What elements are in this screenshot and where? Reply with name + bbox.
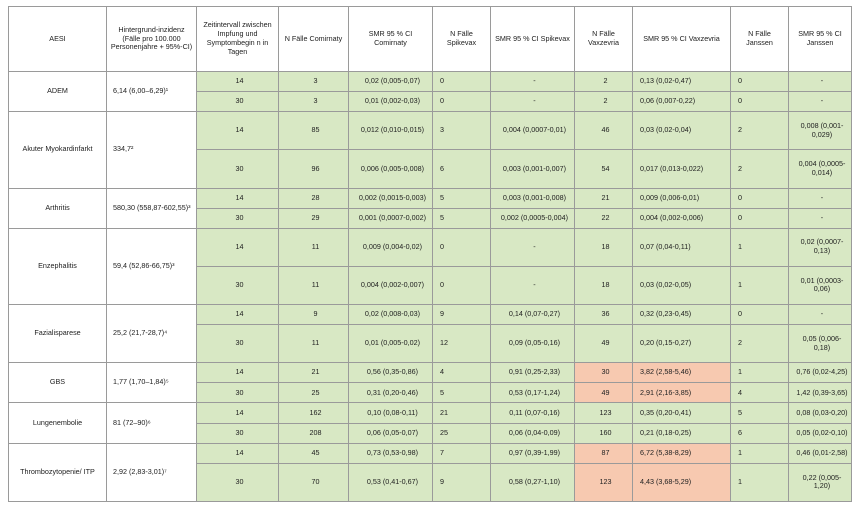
- inzidenz-cell: 1,77 (1,70–1,84)⁵: [107, 363, 197, 403]
- n-spikevax-cell: 9: [433, 305, 491, 325]
- col-n-spikevax: N Fälle Spikevax: [433, 7, 491, 72]
- n-janssen-cell: 0: [731, 208, 789, 228]
- n-vaxzevria-cell: 123: [575, 403, 633, 423]
- table-row: [9, 188, 852, 208]
- smr-comirnaty-cell: 0,004 (0,002-0,007): [349, 266, 433, 304]
- smr-spikevax-cell: -: [491, 72, 575, 92]
- n-spikevax-cell: 25: [433, 423, 491, 443]
- n-vaxzevria-cell: 54: [575, 150, 633, 188]
- n-janssen-cell: 2: [731, 325, 789, 363]
- n-comirnaty-cell: 25: [279, 383, 349, 403]
- smr-comirnaty-cell: 0,01 (0,002-0,03): [349, 92, 433, 112]
- n-vaxzevria-cell: 49: [575, 325, 633, 363]
- aesi-cell: Akuter Myokardinfarkt: [9, 112, 107, 188]
- smr-comirnaty-cell: 0,73 (0,53-0,98): [349, 443, 433, 463]
- days-cell: 30: [197, 463, 279, 501]
- smr-comirnaty-cell: 0,56 (0,35-0,86): [349, 363, 433, 383]
- smr-comirnaty-cell: 0,001 (0,0007-0,002): [349, 208, 433, 228]
- aesi-cell: Arthritis: [9, 188, 107, 228]
- smr-spikevax-cell: 0,003 (0,001-0,007): [491, 150, 575, 188]
- n-janssen-cell: 2: [731, 150, 789, 188]
- smr-janssen-cell: -: [789, 72, 852, 92]
- inzidenz-cell: 580,30 (558,87-602,55)³: [107, 188, 197, 228]
- smr-spikevax-cell: 0,14 (0,07-0,27): [491, 305, 575, 325]
- table-body: [9, 72, 852, 502]
- n-janssen-cell: 5: [731, 403, 789, 423]
- col-inzidenz: Hintergrund-inzidenz (Fälle pro 100.000 Personenjahre + 95%-CI): [107, 7, 197, 72]
- smr-spikevax-cell: 0,91 (0,25-2,33): [491, 363, 575, 383]
- smr-janssen-cell: 0,05 (0,02-0,10): [789, 423, 852, 443]
- smr-janssen-cell: 0,02 (0,0007-0,13): [789, 228, 852, 266]
- col-smr-comirnaty: SMR 95 % CI Comirnaty: [349, 7, 433, 72]
- n-janssen-cell: 1: [731, 266, 789, 304]
- col-aesi: AESI: [9, 7, 107, 72]
- smr-spikevax-cell: -: [491, 92, 575, 112]
- n-vaxzevria-cell: 21: [575, 188, 633, 208]
- n-spikevax-cell: 3: [433, 112, 491, 150]
- inzidenz-cell: 81 (72–90)⁶: [107, 403, 197, 443]
- smr-vaxzevria-cell: 0,20 (0,15-0,27): [633, 325, 731, 363]
- smr-janssen-cell: 0,01 (0,0003-0,06): [789, 266, 852, 304]
- n-comirnaty-cell: 9: [279, 305, 349, 325]
- col-zeitintervall: Zeitintervall zwischen Impfung und Symptombegin n in Tagen: [197, 7, 279, 72]
- smr-janssen-cell: -: [789, 305, 852, 325]
- n-janssen-cell: 0: [731, 305, 789, 325]
- n-comirnaty-cell: 11: [279, 325, 349, 363]
- days-cell: 30: [197, 325, 279, 363]
- days-cell: 14: [197, 112, 279, 150]
- smr-vaxzevria-cell: 0,03 (0,02-0,05): [633, 266, 731, 304]
- smr-vaxzevria-cell: 0,21 (0,18-0,25): [633, 423, 731, 443]
- n-janssen-cell: 0: [731, 72, 789, 92]
- inzidenz-cell: 25,2 (21,7-28,7)⁴: [107, 305, 197, 363]
- aesi-cell: Enzephalitis: [9, 228, 107, 304]
- n-spikevax-cell: 9: [433, 463, 491, 501]
- smr-vaxzevria-cell: 0,017 (0,013-0,022): [633, 150, 731, 188]
- days-cell: 30: [197, 150, 279, 188]
- smr-comirnaty-cell: 0,002 (0,0015-0,003): [349, 188, 433, 208]
- smr-comirnaty-cell: 0,006 (0,005-0,008): [349, 150, 433, 188]
- smr-vaxzevria-cell: 0,06 (0,007-0,22): [633, 92, 731, 112]
- days-cell: 30: [197, 92, 279, 112]
- smr-vaxzevria-cell: 0,03 (0,02-0,04): [633, 112, 731, 150]
- table-row: [9, 72, 852, 92]
- n-vaxzevria-cell: 49: [575, 383, 633, 403]
- smr-spikevax-cell: 0,11 (0,07-0,16): [491, 403, 575, 423]
- n-janssen-cell: 1: [731, 228, 789, 266]
- table-row: [9, 403, 852, 423]
- n-comirnaty-cell: 21: [279, 363, 349, 383]
- smr-janssen-cell: 0,008 (0,001-0,029): [789, 112, 852, 150]
- smr-spikevax-cell: 0,97 (0,39-1,99): [491, 443, 575, 463]
- table-row: [9, 112, 852, 150]
- table-row: [9, 363, 852, 383]
- days-cell: 14: [197, 443, 279, 463]
- smr-spikevax-cell: 0,003 (0,001-0,008): [491, 188, 575, 208]
- n-spikevax-cell: 21: [433, 403, 491, 423]
- smr-spikevax-cell: -: [491, 266, 575, 304]
- n-vaxzevria-cell: 46: [575, 112, 633, 150]
- n-vaxzevria-cell: 30: [575, 363, 633, 383]
- days-cell: 14: [197, 363, 279, 383]
- n-comirnaty-cell: 96: [279, 150, 349, 188]
- smr-comirnaty-cell: 0,02 (0,008-0,03): [349, 305, 433, 325]
- smr-spikevax-cell: 0,58 (0,27-1,10): [491, 463, 575, 501]
- table-row: [9, 228, 852, 266]
- n-comirnaty-cell: 208: [279, 423, 349, 443]
- col-smr-spikevax: SMR 95 % CI Spikevax: [491, 7, 575, 72]
- smr-vaxzevria-cell: 0,009 (0,006-0,01): [633, 188, 731, 208]
- n-comirnaty-cell: 28: [279, 188, 349, 208]
- n-vaxzevria-cell: 160: [575, 423, 633, 443]
- n-spikevax-cell: 5: [433, 383, 491, 403]
- n-spikevax-cell: 0: [433, 92, 491, 112]
- n-vaxzevria-cell: 123: [575, 463, 633, 501]
- inzidenz-cell: 2,92 (2,83-3,01)⁷: [107, 443, 197, 501]
- inzidenz-cell: 6,14 (6,00–6,29)¹: [107, 72, 197, 112]
- aesi-cell: Lungenembolie: [9, 403, 107, 443]
- smr-vaxzevria-cell: 0,004 (0,002-0,006): [633, 208, 731, 228]
- smr-janssen-cell: -: [789, 92, 852, 112]
- aesi-cell: GBS: [9, 363, 107, 403]
- n-vaxzevria-cell: 36: [575, 305, 633, 325]
- days-cell: 14: [197, 403, 279, 423]
- n-spikevax-cell: 0: [433, 228, 491, 266]
- n-spikevax-cell: 4: [433, 363, 491, 383]
- smr-comirnaty-cell: 0,10 (0,08-0,11): [349, 403, 433, 423]
- smr-spikevax-cell: 0,004 (0,0007-0,01): [491, 112, 575, 150]
- days-cell: 30: [197, 266, 279, 304]
- n-comirnaty-cell: 11: [279, 228, 349, 266]
- n-comirnaty-cell: 3: [279, 92, 349, 112]
- n-spikevax-cell: 5: [433, 208, 491, 228]
- n-comirnaty-cell: 162: [279, 403, 349, 423]
- smr-janssen-cell: 0,05 (0,006-0,18): [789, 325, 852, 363]
- n-spikevax-cell: 5: [433, 188, 491, 208]
- smr-comirnaty-cell: 0,02 (0,005-0,07): [349, 72, 433, 92]
- n-janssen-cell: 2: [731, 112, 789, 150]
- n-vaxzevria-cell: 2: [575, 72, 633, 92]
- days-cell: 30: [197, 423, 279, 443]
- smr-vaxzevria-cell: 0,13 (0,02-0,47): [633, 72, 731, 92]
- smr-vaxzevria-cell: 0,32 (0,23-0,45): [633, 305, 731, 325]
- days-cell: 14: [197, 72, 279, 92]
- n-janssen-cell: 6: [731, 423, 789, 443]
- n-janssen-cell: 1: [731, 443, 789, 463]
- days-cell: 14: [197, 228, 279, 266]
- col-smr-vaxzevria: SMR 95 % CI Vaxzevria: [633, 7, 731, 72]
- smr-janssen-cell: 0,004 (0,0005-0,014): [789, 150, 852, 188]
- n-comirnaty-cell: 11: [279, 266, 349, 304]
- days-cell: 30: [197, 383, 279, 403]
- n-spikevax-cell: 12: [433, 325, 491, 363]
- n-vaxzevria-cell: 18: [575, 266, 633, 304]
- days-cell: 14: [197, 305, 279, 325]
- smr-spikevax-cell: 0,53 (0,17-1,24): [491, 383, 575, 403]
- smr-vaxzevria-cell: 2,91 (2,16-3,85): [633, 383, 731, 403]
- smr-comirnaty-cell: 0,31 (0,20-0,46): [349, 383, 433, 403]
- n-comirnaty-cell: 70: [279, 463, 349, 501]
- days-cell: 14: [197, 188, 279, 208]
- smr-janssen-cell: -: [789, 188, 852, 208]
- n-comirnaty-cell: 3: [279, 72, 349, 92]
- smr-spikevax-cell: 0,09 (0,05-0,16): [491, 325, 575, 363]
- smr-janssen-cell: 0,76 (0,02-4,25): [789, 363, 852, 383]
- smr-comirnaty-cell: 0,012 (0,010-0,015): [349, 112, 433, 150]
- smr-vaxzevria-cell: 0,35 (0,20-0,41): [633, 403, 731, 423]
- smr-spikevax-cell: -: [491, 228, 575, 266]
- n-comirnaty-cell: 29: [279, 208, 349, 228]
- n-spikevax-cell: 7: [433, 443, 491, 463]
- smr-janssen-cell: 1,42 (0,39-3,65): [789, 383, 852, 403]
- smr-spikevax-cell: 0,002 (0,0005-0,004): [491, 208, 575, 228]
- n-janssen-cell: 0: [731, 92, 789, 112]
- smr-janssen-cell: 0,08 (0,03-0,20): [789, 403, 852, 423]
- smr-comirnaty-cell: 0,009 (0,004-0,02): [349, 228, 433, 266]
- n-comirnaty-cell: 85: [279, 112, 349, 150]
- smr-comirnaty-cell: 0,06 (0,05-0,07): [349, 423, 433, 443]
- n-vaxzevria-cell: 87: [575, 443, 633, 463]
- header-row: [9, 7, 852, 72]
- n-janssen-cell: 4: [731, 383, 789, 403]
- smr-comirnaty-cell: 0,53 (0,41-0,67): [349, 463, 433, 501]
- smr-janssen-cell: 0,46 (0,01-2,58): [789, 443, 852, 463]
- smr-janssen-cell: -: [789, 208, 852, 228]
- aesi-cell: ADEM: [9, 72, 107, 112]
- days-cell: 30: [197, 208, 279, 228]
- col-smr-janssen: SMR 95 % CI Janssen: [789, 7, 852, 72]
- n-comirnaty-cell: 45: [279, 443, 349, 463]
- table-row: [9, 305, 852, 325]
- smr-vaxzevria-cell: 0,07 (0,04-0,11): [633, 228, 731, 266]
- col-n-comirnaty: N Fälle Comirnaty: [279, 7, 349, 72]
- smr-vaxzevria-cell: 3,82 (2,58-5,46): [633, 363, 731, 383]
- n-janssen-cell: 1: [731, 463, 789, 501]
- n-janssen-cell: 1: [731, 363, 789, 383]
- n-vaxzevria-cell: 22: [575, 208, 633, 228]
- smr-comirnaty-cell: 0,01 (0,005-0,02): [349, 325, 433, 363]
- col-n-vaxzevria: N Fälle Vaxzevria: [575, 7, 633, 72]
- n-vaxzevria-cell: 2: [575, 92, 633, 112]
- smr-vaxzevria-cell: 4,43 (3,68-5,29): [633, 463, 731, 501]
- col-n-janssen: N Fälle Janssen: [731, 7, 789, 72]
- aesi-smr-table: [8, 6, 852, 502]
- aesi-cell: Thrombozytopenie/ ITP: [9, 443, 107, 501]
- smr-vaxzevria-cell: 6,72 (5,38-8,29): [633, 443, 731, 463]
- table-row: [9, 443, 852, 463]
- inzidenz-cell: 59,4 (52,86-66,75)³: [107, 228, 197, 304]
- n-spikevax-cell: 0: [433, 266, 491, 304]
- n-janssen-cell: 0: [731, 188, 789, 208]
- smr-janssen-cell: 0,22 (0,005-1,20): [789, 463, 852, 501]
- aesi-cell: Fazialisparese: [9, 305, 107, 363]
- inzidenz-cell: 334,7²: [107, 112, 197, 188]
- n-spikevax-cell: 6: [433, 150, 491, 188]
- n-vaxzevria-cell: 18: [575, 228, 633, 266]
- n-spikevax-cell: 0: [433, 72, 491, 92]
- smr-spikevax-cell: 0,06 (0,04-0,09): [491, 423, 575, 443]
